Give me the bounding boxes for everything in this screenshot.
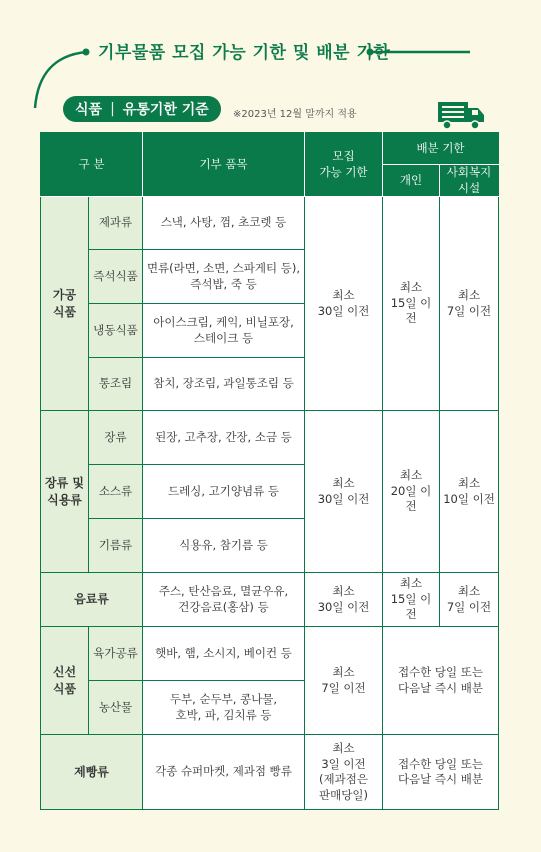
individual-cell: 최소 15일 이전	[383, 573, 440, 627]
collect-cell: 최소 7일 이전	[305, 627, 383, 735]
distribute-cell: 접수한 당일 또는 다음날 즉시 배분	[383, 735, 499, 810]
items-cell: 각종 슈퍼마켓, 제과점 빵류	[143, 735, 305, 810]
items-cell: 햇바, 햄, 소시지, 베이컨 등	[143, 627, 305, 681]
section-label: 식품	[75, 102, 103, 118]
group-beverage-label: 음료류	[41, 573, 143, 627]
collect-cell: 최소 30일 이전	[305, 411, 383, 573]
subcategory: 통조림	[89, 358, 143, 411]
individual-cell: 최소 15일 이전	[383, 197, 440, 411]
collect-cell: 최소 3일 이전 (제과점은 판매당일)	[305, 735, 383, 810]
subcategory: 농산물	[89, 681, 143, 735]
collect-cell: 최소 30일 이전	[305, 197, 383, 411]
divider: |	[110, 101, 115, 117]
subcategory: 즉석식품	[89, 250, 143, 304]
items-cell: 두부, 순두부, 콩나물, 호박, 파, 김치류 등	[143, 681, 305, 735]
page-title: 기부물품 모집 가능 기한 및 배분 기한	[98, 43, 391, 63]
group-processed-label: 가공 식품	[41, 197, 89, 411]
truck-icon	[436, 100, 486, 132]
header-individual: 개인	[383, 165, 440, 197]
group-sauce-label: 장류 및 식용류	[41, 411, 89, 573]
header-items: 기부 품목	[143, 133, 305, 197]
subcategory: 제과류	[89, 197, 143, 250]
header-category: 구 분	[41, 133, 143, 197]
table-row	[41, 735, 499, 810]
collect-cell: 최소 30일 이전	[305, 573, 383, 627]
items-cell: 스낵, 사탕, 껌, 초코렛 등	[143, 197, 305, 250]
individual-cell: 최소 20일 이전	[383, 411, 440, 573]
items-cell: 주스, 탄산음료, 멸균우유, 건강음료(홍삼) 등	[143, 573, 305, 627]
section-sublabel: 유통기한 기준	[122, 102, 209, 118]
items-cell: 드레싱, 고기양념류 등	[143, 465, 305, 519]
distribute-cell: 접수한 당일 또는 다음날 즉시 배분	[383, 627, 499, 735]
table-row	[41, 411, 499, 465]
header-collect: 모집 가능 기한	[305, 133, 383, 197]
welfare-cell: 최소 7일 이전	[440, 197, 499, 411]
items-cell: 면류(라면, 소면, 스파게티 등), 즉석밥, 죽 등	[143, 250, 305, 304]
subcategory: 육가공류	[89, 627, 143, 681]
section-pill	[63, 96, 221, 122]
items-cell: 아이스크림, 케익, 비닐포장, 스테이크 등	[143, 304, 305, 358]
header-welfare: 사회복지 시설	[440, 165, 499, 197]
subcategory: 소스류	[89, 465, 143, 519]
applicability-note: ※2023년 12월 말까지 적용	[233, 109, 357, 120]
header-distribute: 배분 기한	[383, 133, 499, 165]
subcategory: 냉동식품	[89, 304, 143, 358]
table-row	[41, 197, 499, 250]
welfare-cell: 최소 10일 이전	[440, 411, 499, 573]
subcategory: 기름류	[89, 519, 143, 573]
items-cell: 참치, 장조림, 과일통조림 등	[143, 358, 305, 411]
group-fresh-label: 신선 식품	[41, 627, 89, 735]
items-cell: 된장, 고추장, 간장, 소금 등	[143, 411, 305, 465]
items-cell: 식용유, 참기름 등	[143, 519, 305, 573]
subcategory: 장류	[89, 411, 143, 465]
table-row	[41, 627, 499, 681]
group-bakery-label: 제빵류	[41, 735, 143, 810]
table-row	[41, 573, 499, 627]
welfare-cell: 최소 7일 이전	[440, 573, 499, 627]
donation-deadline-table	[40, 132, 499, 810]
